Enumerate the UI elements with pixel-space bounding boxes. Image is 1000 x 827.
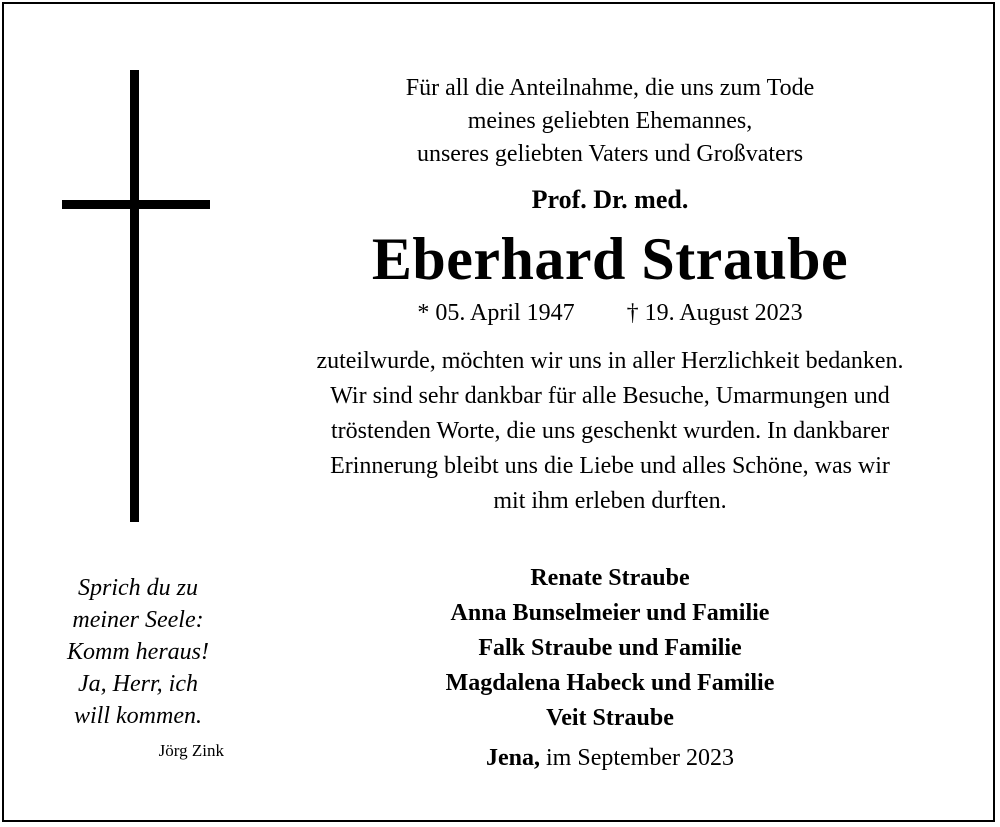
- thanks-line: Erinnerung bleibt uns die Liebe und alles Schöne, was wir: [330, 453, 890, 479]
- quote-line: will kommen.: [74, 703, 202, 729]
- bible-quote: [40, 572, 236, 732]
- life-dates: [232, 297, 988, 329]
- quote-line: Sprich du zu: [78, 575, 198, 601]
- signers-list: [232, 561, 988, 736]
- thanks-line: mit ihm erleben durften.: [493, 488, 727, 514]
- signer: Anna Bunselmeier und Familie: [450, 600, 770, 626]
- intro-line: unseres geliebten Vaters und Großvaters: [416, 141, 804, 167]
- deceased-name: Eberhard Straube: [371, 226, 849, 292]
- place-city: Jena,: [486, 745, 541, 771]
- quote-author: Jörg Zink: [158, 741, 224, 760]
- signer: Veit Straube: [546, 705, 674, 731]
- birth-date: * 05. April 1947: [417, 300, 575, 326]
- signer: Falk Straube und Familie: [478, 635, 742, 661]
- quote-line: Ja, Herr, ich: [78, 671, 198, 697]
- signer: Magdalena Habeck und Familie: [445, 670, 775, 696]
- thanks-line: Wir sind sehr dankbar für alle Besuche, Umarmungen und: [330, 383, 890, 409]
- death-date: † 19. August 2023: [626, 300, 803, 326]
- academic-title: Prof. Dr. med.: [531, 185, 689, 214]
- cross-horizontal-bar: [62, 200, 210, 209]
- thanks-line: zuteilwurde, möchten wir uns in aller Herzlichkeit bedanken.: [316, 348, 904, 374]
- thanks-line: tröstenden Worte, die uns geschenkt wurden. In dankbarer: [330, 418, 890, 444]
- cross-vertical-bar: [130, 70, 139, 522]
- place-date-text: im September 2023: [546, 745, 734, 771]
- thanks-text: [232, 344, 988, 519]
- intro-line: Für all die Anteilnahme, die uns zum Tode: [405, 75, 815, 101]
- quote-line: Komm heraus!: [67, 639, 209, 665]
- intro-line: meines geliebten Ehemannes,: [467, 108, 753, 134]
- intro-text: [232, 72, 988, 171]
- signer: Renate Straube: [530, 565, 690, 591]
- place-date: [232, 742, 988, 774]
- quote-line: meiner Seele:: [72, 607, 204, 633]
